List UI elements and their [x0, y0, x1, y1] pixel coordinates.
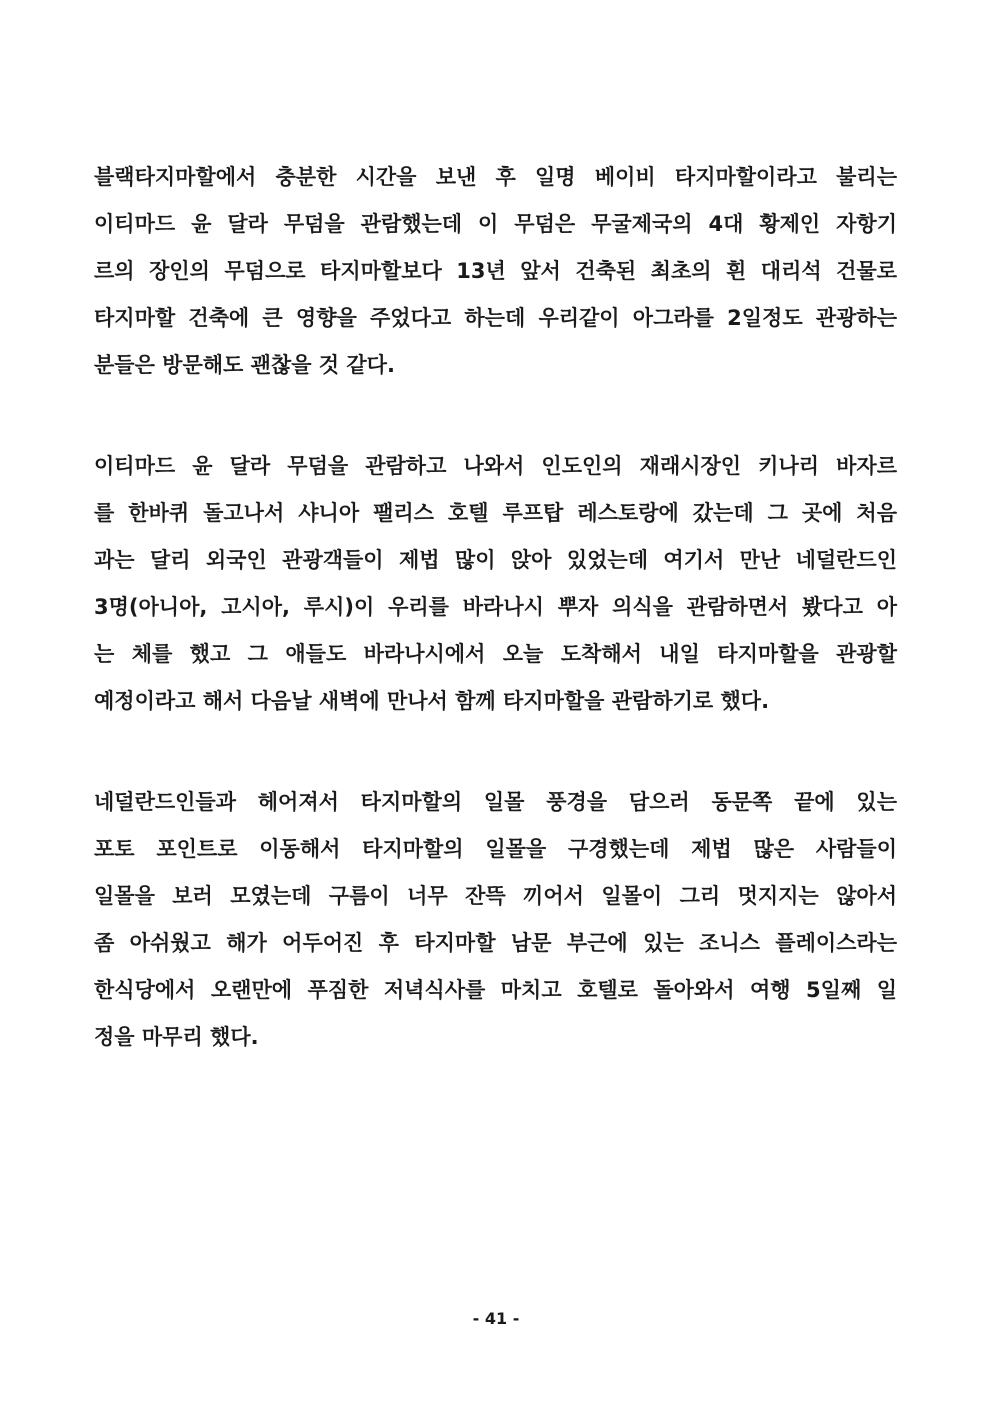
page-number: - 41 -	[472, 1309, 520, 1328]
paragraph-2	[94, 443, 897, 725]
paragraph-line: 이티마드 윤 달라 무덤을 관람했는데 이 무덤은 무굴제국의 4대 황제인 자항기	[94, 212, 897, 236]
paragraph-line: 좀 아쉬웠고 해가 어두어진 후 타지마할 남문 부근에 있는 조니스 플레이스라는	[94, 931, 897, 955]
paragraph-line: 는 체를 했고 그 애들도 바라나시에서 오늘 도착해서 내일 타지마할을 관광할	[94, 642, 897, 666]
paragraph-line: 분들은 방문해도 괜찮을 것 같다.	[94, 353, 395, 377]
paragraph-line: 르의 장인의 무덤으로 타지마할보다 13년 앞서 건축된 최초의 흰 대리석 건물로	[94, 259, 897, 283]
paragraph-line: 3명(아니아, 고시아, 루시)이 우리를 바라나시 뿌자 의식을 관람하면서 봤다고 아	[94, 595, 897, 619]
paragraph-line: 네덜란드인들과 헤어져서 타지마할의 일몰 풍경을 담으러 동문쪽 끝에 있는	[94, 790, 897, 814]
paragraph-line: 한식당에서 오랜만에 푸짐한 저녁식사를 마치고 호텔로 돌아와서 여행 5일째 일	[94, 978, 897, 1002]
paragraph-line: 를 한바퀴 돌고나서 샤니아 팰리스 호텔 루프탑 레스토랑에 갔는데 그 곳에 처음	[94, 501, 897, 525]
paragraph-line: 정을 마무리 했다.	[94, 1025, 259, 1049]
paragraph-line: 타지마할 건축에 큰 영향을 주었다고 하는데 우리같이 아그라를 2일정도 관광하는	[94, 306, 897, 330]
paragraph-line: 일몰을 보러 모였는데 구름이 너무 잔뜩 끼어서 일몰이 그리 멋지지는 않아서	[94, 884, 897, 908]
paragraph-1	[94, 154, 897, 389]
paragraph-3	[94, 779, 897, 1061]
paragraph-line: 포토 포인트로 이동해서 타지마할의 일몰을 구경했는데 제법 많은 사람들이	[94, 837, 897, 861]
paragraph-line: 과는 달리 외국인 관광객들이 제법 많이 앉아 있었는데 여기서 만난 네덜란드인	[94, 548, 897, 572]
paragraph-line: 예정이라고 해서 다음날 새벽에 만나서 함께 타지마할을 관람하기로 했다.	[94, 689, 770, 713]
paragraph-line: 블랙타지마할에서 충분한 시간을 보낸 후 일명 베이비 타지마할이라고 불리는	[94, 165, 897, 189]
paragraph-line: 이티마드 윤 달라 무덤을 관람하고 나와서 인도인의 재래시장인 키나리 바자르	[94, 454, 897, 478]
